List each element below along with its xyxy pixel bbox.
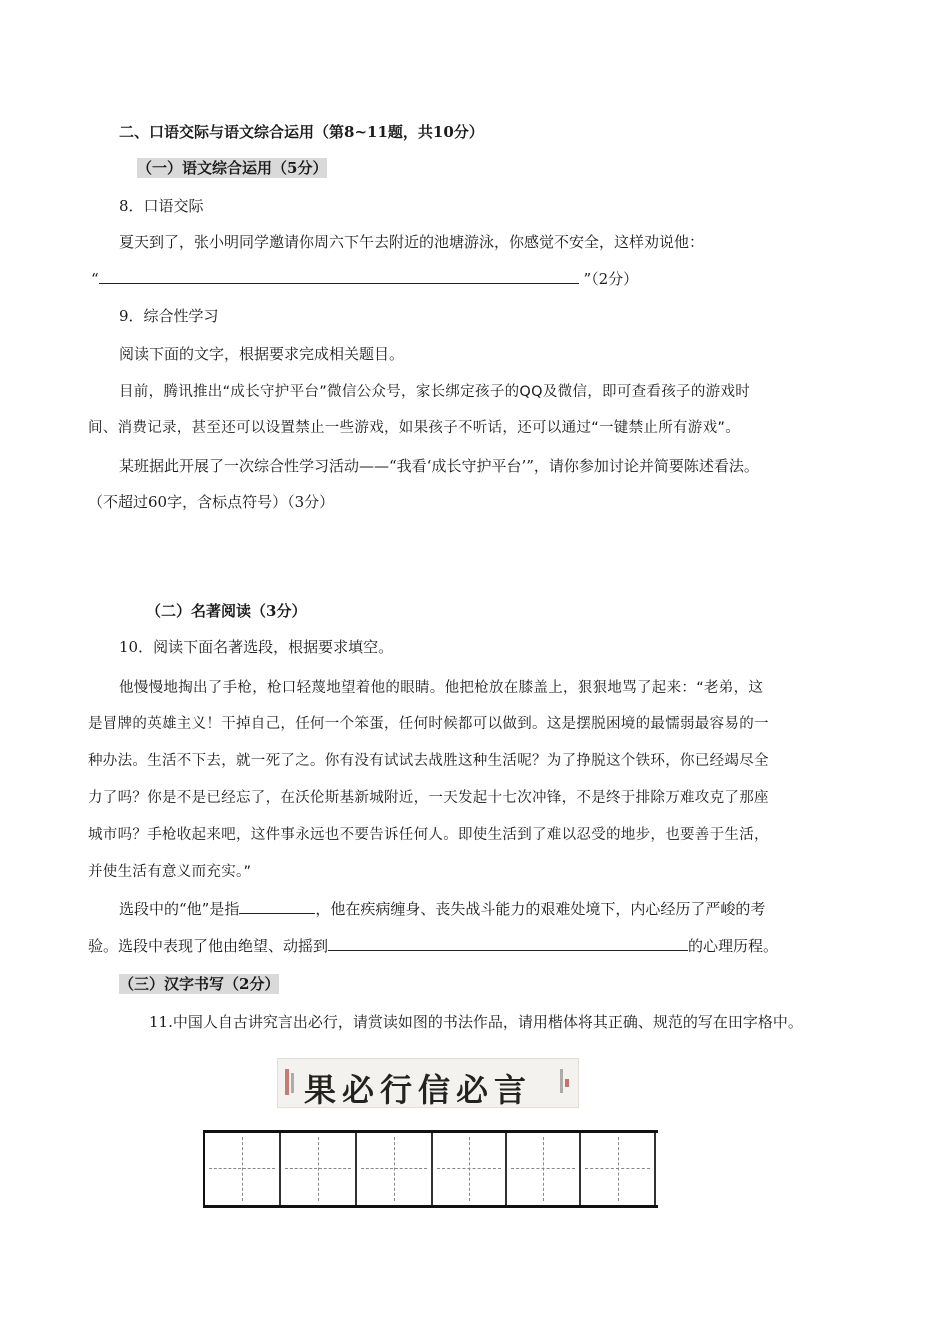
grid-cell[interactable] — [205, 1133, 281, 1205]
grid-cell[interactable] — [581, 1133, 656, 1205]
section-2-title: 二、口语交际与语文综合运用（第8~11题，共10分） — [119, 123, 484, 141]
q10-label: 10．阅读下面名著选段，根据要求填空。 — [119, 638, 394, 656]
q11-prompt: 11.中国人自古讲究言出必行，请赏读如图的书法作品，请用楷体将其正确、规范的写在田字格中。 — [149, 1013, 803, 1031]
q10-passage-line-6: 并使生活有意义而充实。” — [88, 864, 252, 880]
calligraphy-text: 果必行信必言 — [304, 1071, 533, 1109]
grid-cell[interactable] — [281, 1133, 357, 1205]
grid-cell[interactable] — [507, 1133, 581, 1205]
tianzige-grid[interactable] — [203, 1130, 658, 1208]
q10-fill-line-a: 选段中的“他”是指 ，他在疾病缠身、丧失战斗能力的艰难处境下，内心经历了严峻的考 — [119, 900, 766, 918]
part-3-title: （三）汉字书写（2分） — [119, 975, 280, 993]
q10-blank-b[interactable] — [328, 936, 688, 951]
q9-task-line-1: 某班据此开展了一次综合性学习活动——“我看‘成长守护平台’”，请你参加讨论并简要陈述看法。 — [119, 457, 759, 475]
q8-prompt: 夏天到了，张小明同学邀请你周六下午去附近的池塘游泳，你感觉不安全，这样劝说他： — [119, 233, 705, 251]
part-2-title: （二）名著阅读（3分） — [146, 602, 307, 620]
q8-answer-line[interactable]: “ ”（2分） — [91, 270, 639, 288]
q9-passage-line-1: 目前，腾讯推出“成长守护平台”微信公众号，家长绑定孩子的QQ及微信，即可查看孩子的游戏时 — [119, 384, 751, 400]
grid-cell[interactable] — [357, 1133, 433, 1205]
q10-passage-line-2: 是冒牌的英雄主义！干掉自己，任何一个笨蛋，任何时候都可以做到。这是摆脱困境的最懦弱最容易的一 — [88, 716, 769, 732]
q10-passage-line-3: 种办法。生活不下去，就一死了之。你有没有试试去战胜这种生活呢？为了挣脱这个铁环，你已经竭尽全 — [88, 753, 769, 769]
q9-passage-line-2: 间、消费记录，甚至还可以设置禁止一些游戏，如果孩子不听话，还可以通过“一键禁止所有游戏”。 — [88, 420, 741, 436]
part-1-title: （一）语文综合运用（5分） — [137, 159, 328, 177]
grid-cell[interactable] — [433, 1133, 507, 1205]
q10-blank-a[interactable] — [239, 899, 315, 914]
q10-passage-line-1: 他慢慢地掏出了手枪，枪口轻蔑地望着他的眼睛。他把枪放在膝盖上，狠狠地骂了起来：“老弟，这 — [119, 680, 764, 696]
seal-mark-left — [284, 1067, 296, 1097]
seal-mark-right — [558, 1067, 570, 1097]
q10-passage-line-5: 城市吗？手枪收起来吧，这件事永远也不要告诉任何人。即使生活到了难以忍受的地步，也要善于生活， — [88, 827, 769, 843]
q9-label: 9．综合性学习 — [119, 307, 219, 325]
calligraphy-artwork — [277, 1058, 579, 1108]
q9-intro: 阅读下面的文字，根据要求完成相关题目。 — [119, 345, 405, 363]
q10-passage-line-4: 力了吗？你是不是已经忘了，在沃伦斯基新城附近，一天发起十七次冲锋，不是终于排除万难攻克了那座 — [88, 790, 769, 806]
q10-fill-line-b: 验。选段中表现了他由绝望、动摇到 的心理历程。 — [88, 937, 779, 955]
q9-task-line-2: （不超过60字，含标点符号）（3分） — [88, 493, 335, 511]
q8-label: 8．口语交际 — [119, 197, 204, 215]
